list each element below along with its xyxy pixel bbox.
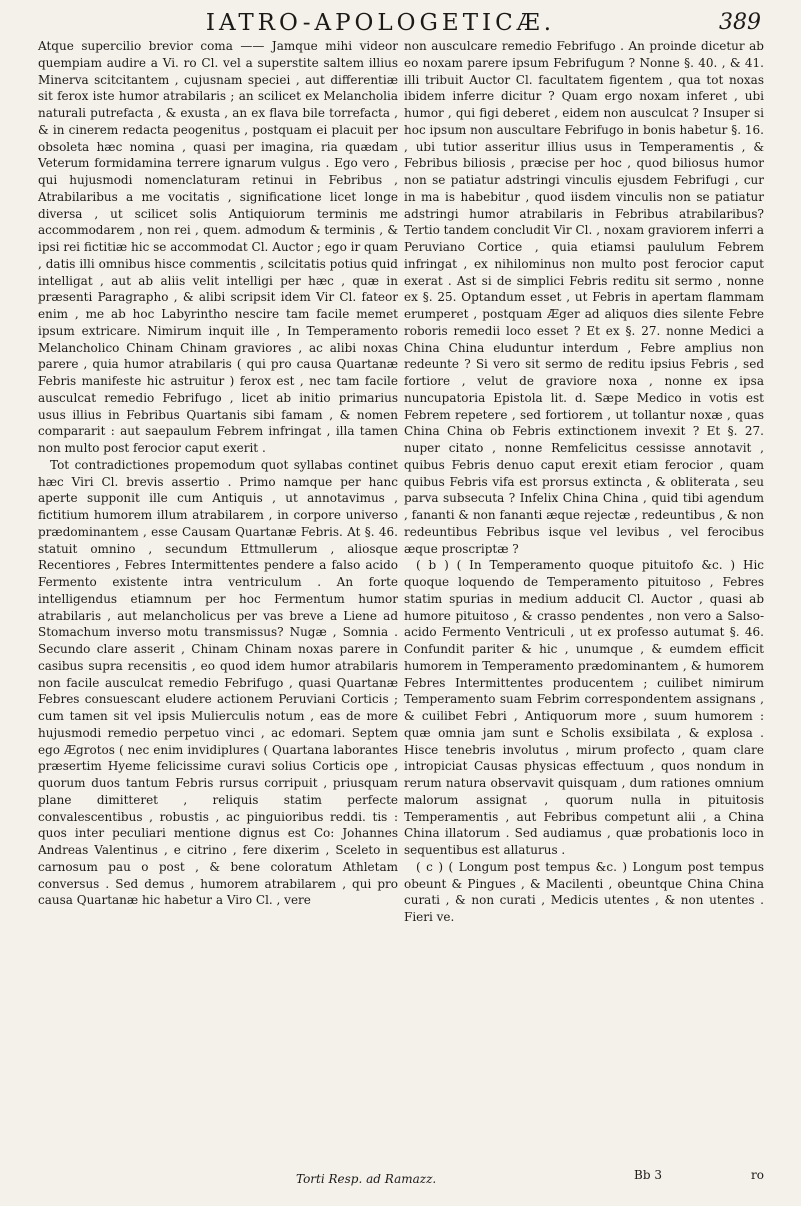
page-number: 389: [719, 10, 761, 35]
right-column: [404, 38, 764, 926]
paragraph: Atque supercilio brevior coma —— Jamque mihi videor quempiam audire a Vi. ro Cl. vel a superstite saltem illius Minerva scitcitantem , cujusnam speciei , aut differentiæ sit ferox iste humor atrabilaris ; an scilicet ex Melancholia naturali putrefacta , & exusta , an ex flava bile torrefacta , & in cinerem redacta peogenitus , postquam ei placuit per obsoleta hæc nomina , quasi per imagina, ria quædam Veterum formidamina terrere ignarum vulgus . Ego vero , qui hujusmodi nomenclaturam retinui in Febribus , Atrabilaribus a me vocitatis , significatione licet longe diversa , ut scilicet solis Antiquiorum terminis me accommodarem , non rei , quem. admodum & terminis , & ipsi rei fictitiæ hic se accommodat Cl. Auctor ; ego ir quam , datis illi omnibus hisce commentis , scilcitatis potius quid intelligat , aut ab aliis velit intelligi per hæc , quæ in præsenti Paragrapho , & alibi scripsit idem Vir Cl. fateor enim , me ab hoc Labyrintho nescire tam facile memet ipsum extricare. Nimirum inquit ille , In Temperamento Melancholico Chinam Chinam graviores , ac alibi noxas parere , quia humor atrabilaris ( qui pro causa Quartanæ Febris manifeste hic astruitur ) ferox est , nec tam facile ausculcat remedio Febrifugo , licet ab initio primarius usus illius in Febribus Quartanis sibi famam , & nomen compararit : aut saepaulum Febrem infringat , illa tamen non multo post ferocior caput exerit .: [38, 39, 398, 455]
paragraph: non ausculcare remedio Febrifugo . An proinde dicetur ab eo noxam parere ipsum Febrifugum ? Nonne §. 40. , & 41. illi tribuit Auctor Cl. facultatem figentem , qua tot noxas ibidem inferre dicitur ? Quam ergo noxam inferet , ubi humor , qui figi deberet , eidem non ausculcat ? Insuper si hoc ipsum non auscultare Febrifugo in bonis habetur §. 16. , ubi tutior asseritur illius usus in Temperamentis , & Febribus biliosis , præcise per hoc , quod biliosus humor non se patiatur adstringi vinculis ejusdem Febrifugi , cur in ma is habebitur , quod iisdem vinculis non se patiatur adstringi humor atrabilaris in Febribus atrabilaribus? Tertio tandem concludit Vir Cl. , noxam graviorem inferri a Peruviano Cortice , quia etiamsi paululum Febrem infringat , ex nihilominus non multo post ferocior caput exerat . Ast si de simplici Febris reditu sit sermo , nonne ex §. 25. Optandum esset , ut Febris in apertam flammam erumperet , postquam Æger ad aliquos dies silente Febre roboris remedii loco esset ? Et ex §. 27. nonne Medici a China China eluduntur interdum , Febre amplius non redeunte ? Si vero sit sermo de reditu ipsius Febris , sed fortiore , velut de graviore noxa , nonne ex ipsa nuncupatoria Epistola lit. d. Sæpe Medico in votis est Febrem repetere , sed fortiorem , ut tollantur noxæ , quas China China ob Febris extinctionem invexit ? Et §. 27. nuper citato , nonne Remfelicitus cessisse annotavit , quibus Febris denuo caput erexit etiam ferocior , quam quibus Febris vifa est prorsus extincta , & obliterata , seu parva subsecuta ? Infelix China China , quid tibi agendum , fananti & non fananti æque rejectæ , redeuntibus , & non redeuntibus Febribus isque vel levibus , vel ferocibus æque proscriptæ ?: [404, 39, 764, 556]
left-column: [38, 38, 398, 909]
paragraph: Tot contradictiones propemodum quot syllabas continet hæc Viri Cl. brevis assertio . Primo namque per hanc aperte supponit ille cum Antiquis , ut annotavimus , fictitium humorem illum atrabilarem , in corpore universo prædominantem , esse Causam Quartanæ Febris. At §. 46. statuit omnino , secundum Ettmullerum , aliosque Recentiores , Febres Intermittentes pendere a falso acido Fermento existente intra ventriculum . An forte intelligendus etiamnum per hoc Fermentum humor atrabilaris , aut melancholicus per vas breve a Liene ad Stomachum inverso motu transmissus? Nugæ , Somnia . Secundo clare asserit , Chinam Chinam noxas parere in casibus supra recensitis , eo quod idem humor atrabilaris non facile ausculcat remedio Febrifugo , quasi Quartanæ Febres consuescant eludere actionem Peruviani Corticis ; cum tamen sit vel ipsis Mulierculis notum , eas de more hujusmodi remedio perpetuo vinci , ac edomari. Septem ego Ægrotos ( nec enim invidiplures ( Quartana laborantes præsertim Hyeme felicissime curavi solius Corticis ope , quorum duos tantum Febris rursus corripuit , priusquam plane dimitteret , reliquis statim perfecte convalescentibus , robustis , ac pinguioribus reddi. tis : quos inter peculiari mentione dignus est Co: Johannes Andreas Valentinus , e citrino , fere dixerim , Sceleto in carnosum pau o post , & bene coloratum Athletam conversus . Sed demus , humorem atrabilarem , qui pro causa Quartanæ hic habetur a Viro Cl. , vere: [38, 457, 398, 908]
paragraph: ( b ) ( In Temperamento quoque pituitofo &c. ) Hic quoque loquendo de Temperamento pituitoso , Febres statim spurias in medium adducit Cl. Auctor , quasi ab humore pituitoso , & crasso pendentes , non vero a Salso-acido Fermento Ventriculi , ut ex professo autumat §. 46. Confundit pariter & hic , unumque , & eumdem efficit humorem in Temperamento prædominantem , & humorem Febres Intermittentes producentem ; cuilibet nimirum Temperamento suam Febrim correspondentem assignans , & cuilibet Febri , Antiquorum more , suum humorem : quæ omnia jam sunt e Scholis exsibilata , & explosa . Hisce tenebris involutus , mirum profecto , quam clare intropiciat Causas physicas effectuum , quos nondum in rerum natura observavit quisquam , dum rationes omnium malorum assignat , quorum nulla in pituitosis Temperamentis , aut Febribus competunt alii , a China China illatorum . Sed audiamus , quæ probationis loco in sequentibus est allaturus .: [404, 558, 764, 857]
page-footer: [404, 1168, 764, 1188]
signature-mark: Bb 3: [634, 1168, 662, 1182]
paragraph: ( c ) ( Longum post tempus &c. ) Longum post tempus obeunt & Pingues , & Macilenti , obeuntque China China curati , & non curati , Medicis utentes , & non utentes . Fieri ve.: [404, 859, 764, 924]
running-head: IATRO-APOLOGETICÆ.: [205, 10, 556, 36]
right-catchword: ro: [751, 1168, 764, 1182]
page-header: [40, 10, 761, 40]
left-catchword: Torti Resp. ad Ramazz.: [296, 1172, 437, 1186]
